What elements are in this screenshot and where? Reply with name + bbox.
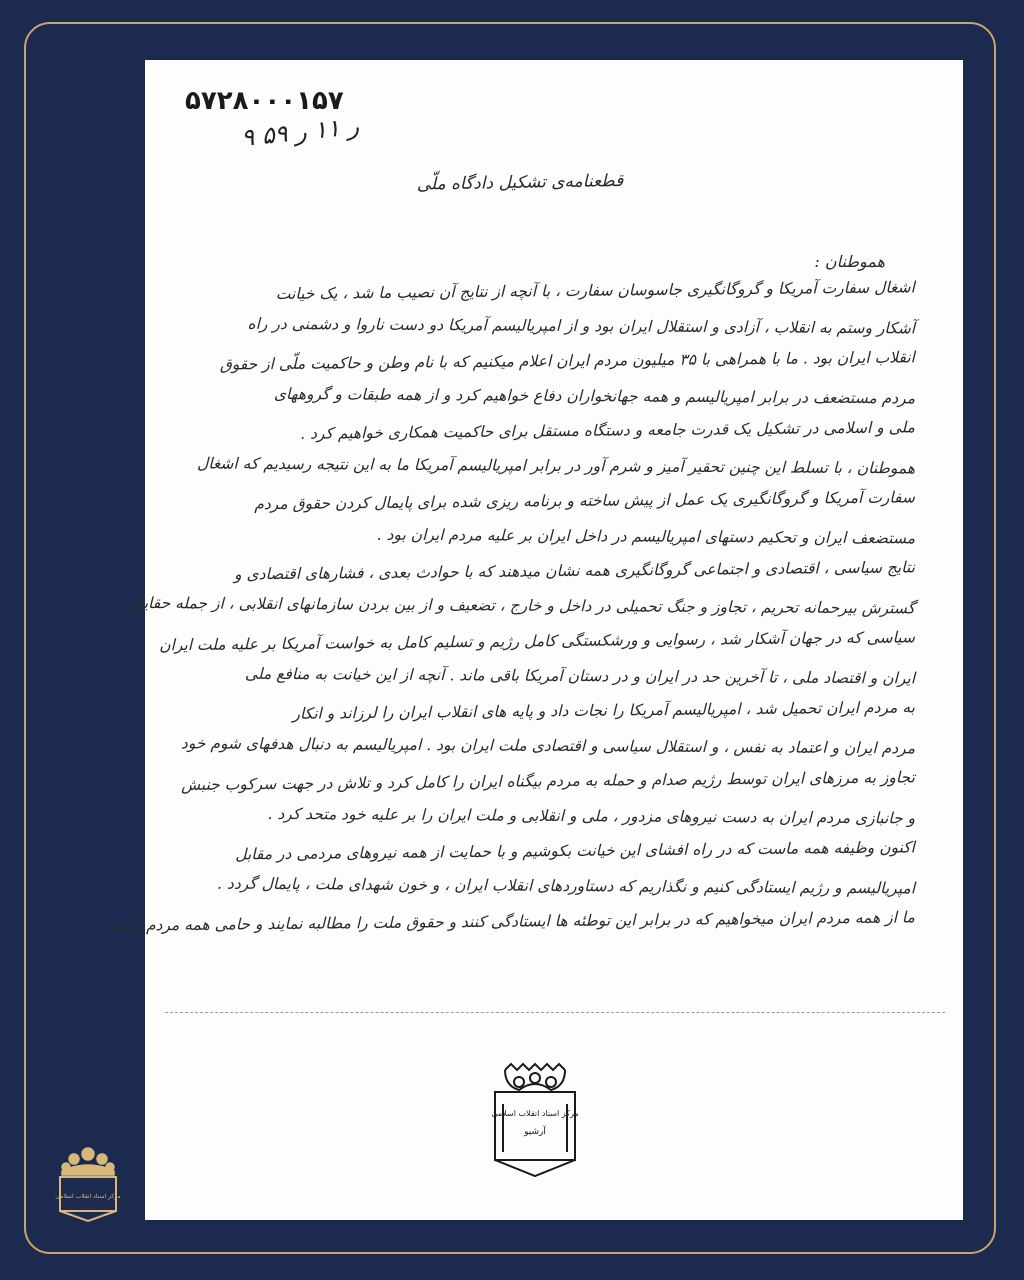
page-divider — [165, 1012, 945, 1013]
archive-stamp-icon — [475, 1060, 595, 1180]
letter-line: انقلاب ایران بود . ما با همراهی با ۳۵ میلیون مردم ایران اعلام میکنیم که با نام وطن و حاکمیت ملّی از حقوق — [219, 348, 915, 374]
letter-line: مردم ایران و اعتماد به نفس ، و استقلال سیاسی و اقتصادی ملت ایران بود . امپریالیسم به دنبال هدفهای شوم خود — [180, 734, 916, 758]
letter-line: امپریالیسم و رژیم ایستادگی کنیم و نگذاریم که دستاوردهای انقلاب ایران ، و خون شهدای ملت ، پایمال گردد . — [217, 874, 916, 898]
letter-line: مستضعف ایران و تحکیم دستهای امپریالیسم در داخل ایران بر علیه مردم ایران بود . — [376, 525, 916, 548]
letter-body — [96, 278, 916, 946]
stamp-text-2: آرشیو — [524, 1127, 546, 1137]
document-date: ۹ ر ۱۱ ر ۵۹ — [239, 111, 361, 153]
salutation: هموطنان : — [814, 252, 885, 271]
handwritten-letter — [96, 170, 916, 946]
stamp-text-1: مرکز اسناد انقلاب اسلامی — [491, 1109, 579, 1118]
institution-logo — [52, 1145, 124, 1225]
letter-line: اکنون وظیفه همه ماست که در راه افشای این خیانت بکوشیم و با حمایت از همه نیروهای مردمی در مقابل — [235, 838, 915, 864]
letter-line: سفارت آمریکا و گروگانگیری یک عمل از پیش ساخته و برنامه ریزی شده برای پایمال کردن حقوق مردم — [254, 488, 915, 514]
logo-text: مرکز اسناد انقلاب اسلامی — [55, 1193, 121, 1200]
letter-line: سیاسی که در جهان آشکار شد ، رسوایی و ورشکستگی کامل رژیم و تسلیم کامل به خواست آمریکا بر علیه ملت ایران — [159, 628, 915, 655]
letter-line: و جانبازی مردم ایران به دست نیروهای مزدور ، ملی و انقلابی و ملت ایران را بر علیه خود متحد کرد . — [267, 804, 916, 828]
letter-line: ایران و اقتصاد ملی ، تا آخرین حد در ایران و در دستان آمریکا باقی ماند . آنچه از این خیانت به منافع ملی — [244, 664, 916, 688]
letter-line: آشکار وستم به انقلاب ، آزادی و استقلال ایران بود و از امپریالیسم آمریکا دو دست ناروا و دشمنی در راه — [247, 314, 916, 338]
letter-line: به مردم ایران تحمیل شد ، امپریالیسم آمریکا را نجات داد و پایه های انقلاب ایران را لرزاند و انکار — [292, 698, 915, 723]
document-page — [96, 60, 963, 1220]
letter-line: نتایج سیاسی ، اقتصادی و اجتماعی گروگانگیری همه نشان میدهند که با حوادث بعدی ، فشارهای اقتصادی و — [233, 558, 915, 584]
letter-line: ما از همه مردم ایران میخواهیم که در برابر این توطئه ها ایستادگی کنند و حقوق ملت را مطالبه نمایند و حامی همه مردم باشند . — [96, 908, 915, 935]
institution-logo-icon — [52, 1145, 124, 1225]
letter-line: اشغال سفارت آمریکا و گروگانگیری جاسوسان سفارت ، با آنچه از نتایج آن نصیب ما شد ، یک خیانت — [275, 278, 915, 304]
letter-line: گسترش بیرحمانه تحریم ، تجاوز و جنگ تحمیلی در داخل و خارج ، تضعیف و از بین بردن سازمانهای انقلابی ، از جمله حقایق — [130, 593, 916, 618]
letter-line: ملی و اسلامی در تشکیل یک قدرت جامعه و دستگاه مستقل برای حاکمیت همکاری خواهیم کرد . — [300, 418, 915, 443]
letter-line: هموطنان ، با تسلط این چنین تحقیر آمیز و شرم آور در برابر امپریالیسم آمریکا ما به این نتیجه رسیدیم که اشغال — [196, 454, 916, 478]
archive-stamp — [475, 1060, 595, 1180]
letter-line: مردم مستضعف در برابر امپریالیسم و همه جهانخواران دفاع خواهیم کرد و از همه طبقات و گروههای — [273, 384, 916, 408]
letter-line: تجاوز به مرزهای ایران توسط رژیم صدام و حمله به مردم بیگناه ایران را کامل کرد و تلاش در جهت سرکوب جنبش — [181, 768, 915, 795]
document-number: ۵۷۲۸۰۰۰۱۵۷ — [185, 86, 344, 116]
letter-title: قطعنامه‌ی تشکیل دادگاه ملّی — [416, 170, 624, 195]
